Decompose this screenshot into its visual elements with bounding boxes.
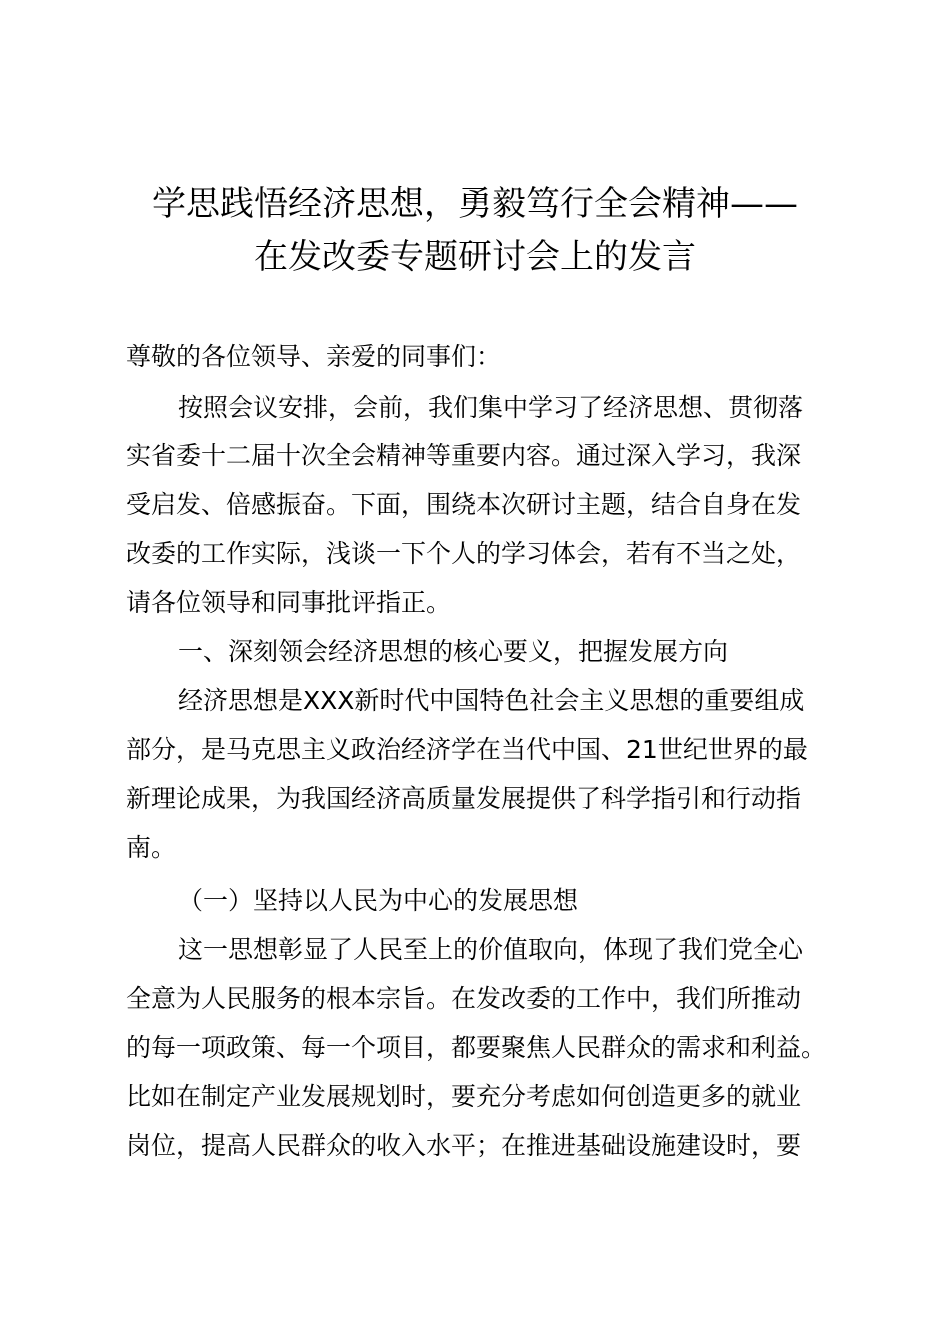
- paragraph-line: 南。: [126, 833, 177, 862]
- document-title-line-2: 在发改委专题研讨会上的发言: [254, 237, 696, 277]
- paragraph-line: 这一思想彰显了人民至上的价值取向，体现了我们党全心: [178, 935, 804, 964]
- paragraph-line: 按照会议安排，会前，我们集中学习了经济思想、贯彻落: [178, 393, 804, 422]
- salutation: 尊敬的各位领导、亲爱的同事们：: [126, 342, 502, 371]
- paragraph-line: 的每一项政策、每一个项目，都要聚焦人民群众的需求和利益。: [126, 1033, 827, 1062]
- paragraph-line: 比如在制定产业发展规划时，要充分考虑如何创造更多的就业: [126, 1082, 802, 1111]
- paragraph-line: 改委的工作实际，浅谈一下个人的学习体会，若有不当之处，: [126, 539, 802, 568]
- paragraph-line: 请各位领导和同事批评指正。: [126, 588, 452, 617]
- document-title-line-1: 学思践悟经济思想，勇毅笃行全会精神——: [152, 184, 798, 224]
- paragraph-line: 全意为人民服务的根本宗旨。在发改委的工作中，我们所推动: [126, 984, 802, 1013]
- section-heading: 一、深刻领会经济思想的核心要义，把握发展方向: [178, 637, 729, 666]
- paragraph-line: 部分，是马克思主义政治经济学在当代中国、21世纪世界的最: [126, 735, 808, 764]
- subsection-heading: （一）坚持以人民为中心的发展思想: [178, 886, 579, 915]
- paragraph-line: 经济思想是XXX新时代中国特色社会主义思想的重要组成: [178, 686, 805, 715]
- paragraph-line: 实省委十二届十次全会精神等重要内容。通过深入学习，我深: [126, 441, 802, 470]
- paragraph-line: 新理论成果，为我国经济高质量发展提供了科学指引和行动指: [126, 784, 802, 813]
- paragraph-line: 受启发、倍感振奋。下面，围绕本次研讨主题，结合自身在发: [126, 490, 802, 519]
- paragraph-line: 岗位，提高人民群众的收入水平；在推进基础设施建设时，要: [126, 1131, 802, 1160]
